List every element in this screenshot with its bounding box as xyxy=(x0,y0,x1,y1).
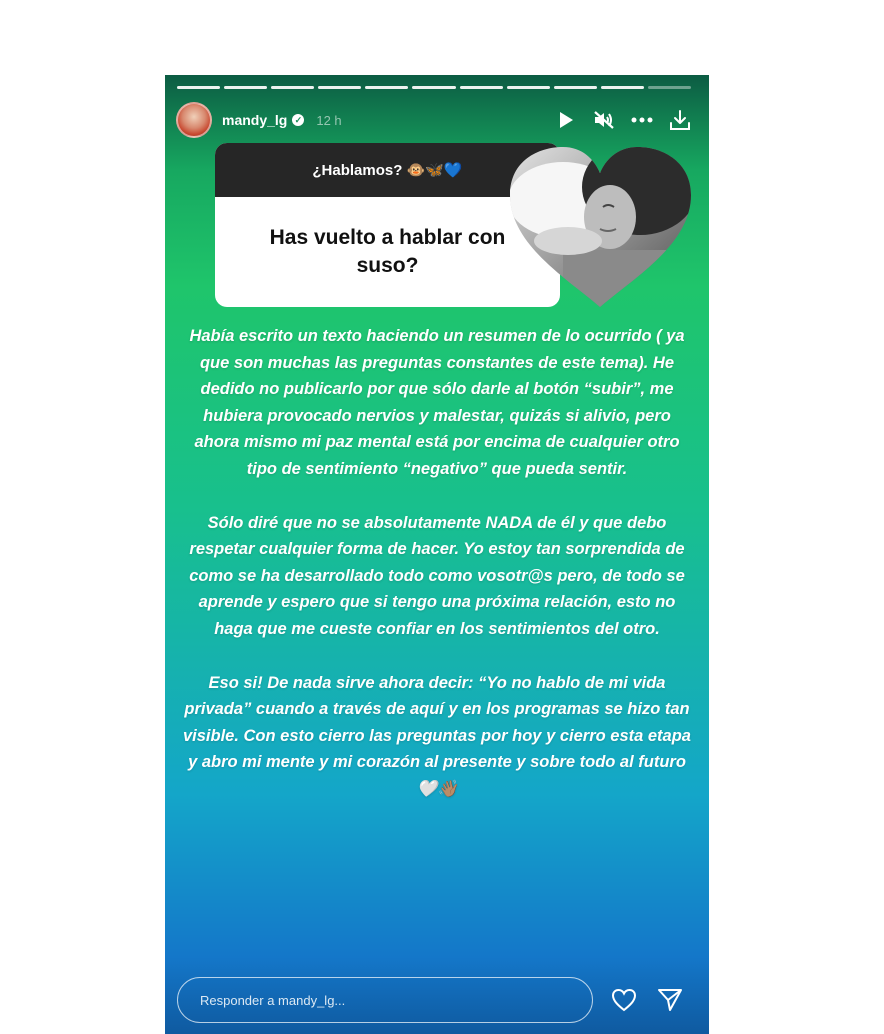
timestamp: 12 h xyxy=(316,112,342,128)
progress-segment xyxy=(460,86,503,89)
story-controls xyxy=(555,109,691,131)
progress-segment xyxy=(554,86,597,89)
question-sticker-title: ¿Hablamos? 🐵🦋💙 xyxy=(215,143,560,197)
story-paragraph-3: Eso si! De nada sirve ahora decir: “Yo no hablo de mi vida privada” cuando a través de aquí y en los programas se hizo tan visible. Con esto cierro las preguntas por hoy y cierro esta etapa y abro mi mente y mi corazón al presente y sobre todo al futuro🤍👋🏽 xyxy=(182,673,691,798)
reply-placeholder: Responder a mandy_lg... xyxy=(200,992,346,1008)
progress-segment xyxy=(601,86,644,89)
progress-segment xyxy=(224,86,267,89)
progress-segment xyxy=(365,86,408,89)
heart-icon[interactable] xyxy=(609,985,639,1015)
avatar[interactable] xyxy=(176,102,212,138)
mute-icon[interactable] xyxy=(593,109,615,131)
reply-input[interactable] xyxy=(177,977,593,1023)
story-paragraph-2: Sólo diré que no se absolutamente NADA de él y que debo respetar cualquier forma de hacer. Yo estoy tan sorprendida de como se ha desarrollado todo como vosotr@s pero, de todo se aprende y espero que si tengo una próxima relación, esto no haga que me cueste confiar en los sentimientos del otro. xyxy=(189,513,685,638)
progress-segment xyxy=(507,86,550,89)
story-footer xyxy=(177,976,691,1024)
story-text xyxy=(181,323,693,803)
progress-segment xyxy=(271,86,314,89)
progress-segment xyxy=(318,86,361,89)
more-icon[interactable] xyxy=(631,109,653,131)
play-icon[interactable] xyxy=(555,109,577,131)
story-header xyxy=(176,101,691,139)
send-icon[interactable] xyxy=(655,985,685,1015)
heart-photo xyxy=(508,145,693,310)
question-text: Has vuelto a hablar con suso? xyxy=(269,226,506,277)
story-progress-bar xyxy=(177,86,691,89)
username[interactable]: mandy_lg xyxy=(222,112,288,128)
story-paragraph-1: Había escrito un texto haciendo un resumen de lo ocurrido ( ya que son muchas las preguntas constantes de este tema). He dedido no publicarlo por que sólo darle al botón “subir”, me hubiera provocado nervios y malestar, quizás si alivio, pero ahora mismo mi paz mental está por encima de cualquier otro tipo de sentimiento “negativo” que pueda sentir. xyxy=(189,327,685,478)
progress-segment xyxy=(177,86,220,89)
story-viewer xyxy=(165,75,709,1034)
progress-segment xyxy=(412,86,455,89)
download-icon[interactable] xyxy=(669,109,691,131)
verified-check-icon: ✓ xyxy=(292,114,304,126)
progress-segment xyxy=(648,86,691,89)
